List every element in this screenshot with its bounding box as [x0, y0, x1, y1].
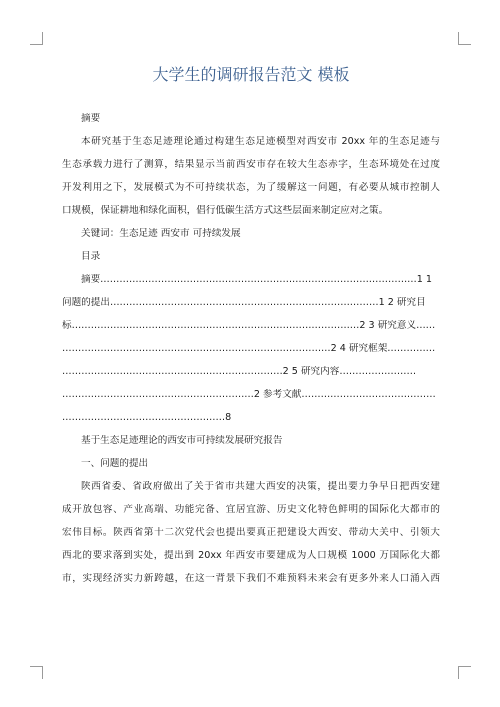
document-title: 大学生的调研报告范文 模板 [152, 65, 350, 84]
corner-mark-bottom-left [30, 666, 43, 679]
document-line: ……………………………………………8 [62, 412, 232, 423]
document-line: 宏伟目标。陕西省第十二次党代会也提出要真正把建设大西安、带动大关中、引领大 [62, 527, 440, 538]
document-line: 西北的要求落到实处，提出到 20xx 年西安市要建成为人口规模 1000 万国际化大都 [62, 550, 440, 561]
document-page [62, 60, 440, 596]
document-line: 目录 [81, 251, 101, 262]
document-line: 口规模，保证耕地和绿化面积，倡行低碳生活方式这些层面来制定应对之策。 [62, 205, 389, 216]
document-line: 问题的提出…………………………………………………………………………1 2 研究目 [62, 297, 426, 308]
document-line: 摘要 [81, 113, 101, 124]
corner-mark-top-right [458, 32, 471, 45]
document-body [62, 113, 440, 585]
corner-mark-bottom-right [458, 666, 471, 679]
document-line: 摘要………………………………………………………………………………………1 1 [81, 274, 433, 285]
document-line: 市，实现经济实力新跨越，在这一背景下我们不难预料未来会有更多外来人口涌入西 [62, 573, 440, 584]
document-line: 成开放包容、产业高端、功能完备、宜居宜游、历史文化特色鲜明的国际化大都市的 [62, 504, 440, 515]
document-line: …………………………………………………………………………2 4 研究框架…………… [62, 343, 436, 354]
document-line: 基于生态足迹理论的西安市可持续发展研究报告 [81, 435, 283, 446]
document-line: 标………………………………………………………………………………2 3 研究意义…… [62, 320, 436, 331]
document-line: 本研究基于生态足迹理论通过构建生态足迹模型对西安市 20xx 年的生态足迹与 [81, 136, 440, 147]
document-line: 开发利用之下，发展模式为不可持续状态，为了缓解这一问题，有必要从城市控制人 [62, 182, 440, 193]
document-line: 生态承载力进行了测算，结果显示当前西安市存在较大生态赤字，生态环境处在过度 [62, 159, 440, 170]
document-line: 一、问题的提出 [81, 458, 149, 469]
document-line: ……………………………………………………………2 5 研究内容…………………… [62, 366, 417, 377]
corner-mark-top-left [30, 32, 43, 45]
document-line: 陕西省委、省政府做出了关于省市共建大西安的决策，提出要力争早日把西安建 [81, 481, 440, 492]
document-line: ……………………………………………………2 参考文献…………………………………… [62, 389, 436, 400]
document-line: 关键词：生态足迹 西安市 可持续发展 [81, 228, 241, 239]
